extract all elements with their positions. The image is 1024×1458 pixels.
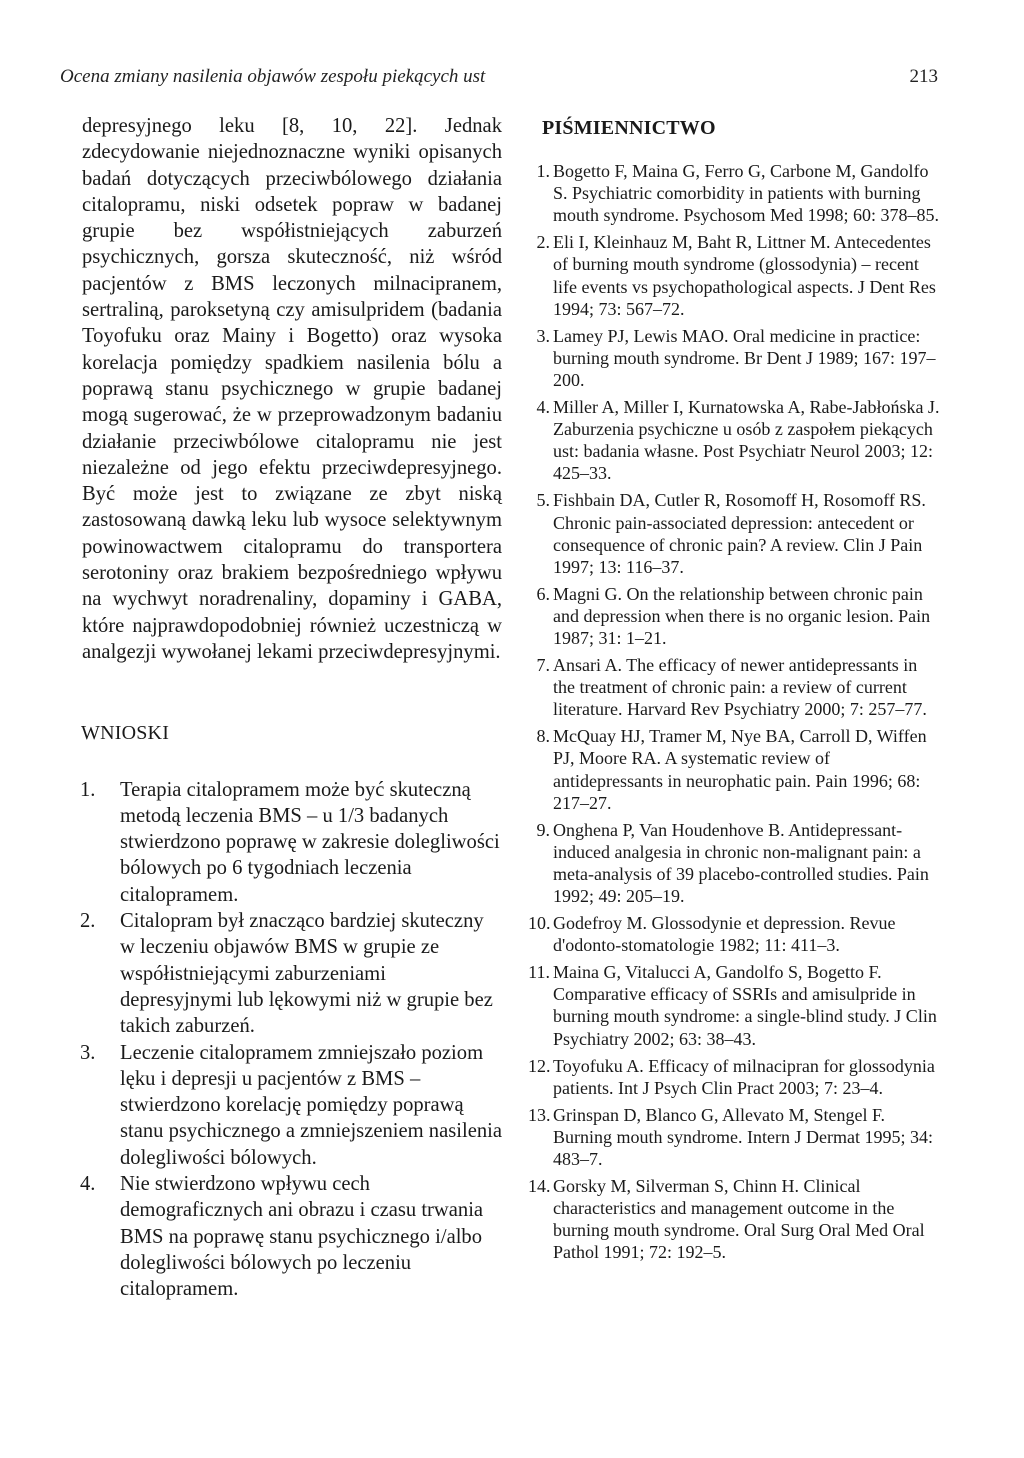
conclusion-number: 3. (80, 1041, 96, 1064)
body-paragraph: depresyjnego leku [8, 10, 22]. Jednak zdecydowanie niejednoznaczne wyniki opisanych badań dotyczących przeciwbólowego działania citalopramu, niski odsetek popraw w badanej grupie bez współistniejących zaburzeń psychicznych, gorsza skuteczność, niż wśród pacjentów z BMS leczonych milnacipranem, sertraliną, paroksetyną czy amisulpridem (badania Toyofuku oraz Mainy i Bogetto) oraz wysoka korelacja pomiędzy spadkiem nasilenia bólu a poprawą stanu psychicznego w grupie badanej mogą sugerować, że w przeprowadzonym badaniu działanie przeciwbólowe citalopramu nie jest niezależne od jego efektu przeciwdepresyjnego. Być może jest to związane ze zbyt niską zastosowaną dawką leku lub wysoce selektywnym powinowactwem citalopramu do transportera serotoniny oraz brakiem bezpośredniego wpływu na wychwyt noradrenaliny, dopaminy i GABA, które najprawdopodobniej również uczestniczą w analgezji wywołanej lekami przeciwdepresyjnymi. (82, 115, 502, 663)
right-column (522, 113, 942, 1269)
running-header-title: Ocena zmiany nasilenia objawów zespołu piekących ust (60, 66, 486, 87)
reference-item (522, 231, 942, 319)
reference-item (522, 1104, 942, 1170)
references-list (522, 160, 942, 1263)
conclusion-number: 2. (80, 910, 96, 933)
reference-text: Eli I, Kleinhauz M, Baht R, Littner M. Antecedentes of burning mouth syndrome (glossodynia) – recent life events vs psychopathological aspects. J Dent Res 1994; 73: 567–72. (553, 232, 936, 319)
reference-number: 13. (528, 1104, 551, 1125)
conclusions-list (82, 777, 502, 1303)
conclusion-item (82, 777, 502, 908)
reference-number: 3. (536, 325, 550, 346)
conclusion-text: Citalopram był znacząco bardziej skuteczny w leczeniu objawów BMS w grupie ze współistniejącymi zaburzeniami depresyjnymi lub lękowymi niż w grupie bez takich zaburzeń. (120, 910, 493, 1038)
reference-item (522, 912, 942, 956)
conclusion-item (82, 908, 502, 1039)
reference-text: Fishbain DA, Cutler R, Rosomoff H, Rosomoff RS. Chronic pain-associated depression: antecedent or consequence of chronic pain? A review. Clin J Pain 1997; 13: 116–37. (553, 490, 926, 577)
conclusion-text: Terapia citalopramem może być skuteczną metodą leczenia BMS – u 1/3 badanych stwierdzono poprawę w zakresie dolegliwości bólowych po 6 tygodniach leczenia citalopramem. (120, 778, 500, 906)
left-column (82, 113, 502, 1302)
conclusion-number: 1. (80, 778, 96, 801)
conclusion-text: Nie stwierdzono wpływu cech demograficznych ani obrazu i czasu trwania BMS na poprawę stanu psychicznego i/albo dolegliwości bólowych po leczeniu citalopramem. (120, 1172, 484, 1301)
reference-number: 6. (536, 583, 550, 604)
reference-number: 9. (536, 819, 550, 840)
reference-text: Godefroy M. Glossodynie et depression. Revue d'odonto-stomatologie 1982; 11: 411–3. (553, 913, 896, 956)
reference-text: Ansari A. The efficacy of newer antidepressants in the treatment of chronic pain: a review of current literature. Harvard Rev Psychiatry 2000; 7: 257–77. (553, 655, 927, 720)
reference-item (522, 160, 942, 226)
reference-number: 1. (536, 161, 550, 182)
conclusion-item (82, 1040, 502, 1171)
reference-item (522, 961, 942, 1049)
reference-number: 7. (536, 655, 550, 676)
reference-item (522, 654, 942, 720)
conclusion-number: 4. (80, 1172, 96, 1195)
conclusion-item (82, 1171, 502, 1302)
reference-number: 12. (528, 1055, 551, 1076)
conclusions-heading: WNIOSKI (81, 722, 170, 745)
reference-text: Grinspan D, Blanco G, Allevato M, Stengel F. Burning mouth syndrome. Intern J Dermat 1995; 34: 483–7. (553, 1104, 933, 1170)
reference-number: 8. (536, 726, 550, 747)
reference-item (522, 1055, 942, 1099)
reference-item (522, 489, 942, 577)
page-number: 213 (909, 66, 938, 87)
reference-number: 11. (528, 962, 550, 983)
reference-number: 4. (536, 397, 550, 418)
reference-text: Toyofuku A. Efficacy of milnacipran for glossodynia patients. Int J Psych Clin Pract 2003; 7: 23–4. (553, 1055, 935, 1098)
reference-text: Gorsky M, Silverman S, Chinn H. Clinical characteristics and management outcome in the burning mouth syndrome. Oral Surg Oral Med Oral Pathol 1991; 72: 192–5. (553, 1176, 925, 1263)
reference-item (522, 819, 942, 907)
reference-number: 14. (528, 1176, 551, 1197)
reference-item (522, 725, 942, 813)
conclusion-text: Leczenie citalopramem zmniejszało poziom lęku i depresji u pacjentów z BMS – stwierdzono korelację pomiędzy poprawą stanu psychicznego a zmniejszeniem nasilenia dolegliwości bólowych. (120, 1041, 502, 1169)
reference-text: Lamey PJ, Lewis MAO. Oral medicine in practice: burning mouth syndrome. Br Dent J 1989; 167: 197–200. (553, 325, 936, 390)
reference-item (522, 325, 942, 391)
reference-item (522, 396, 942, 484)
reference-text: Onghena P, Van Houdenhove B. Antidepressant-induced analgesia in chronic non-malignant pain: a meta-analysis of 39 placebo-controlled studies. Pain 1992; 49: 205–19. (553, 819, 929, 906)
reference-number: 5. (536, 490, 550, 511)
references-heading: PIŚMIENNICTWO (542, 117, 716, 139)
reference-text: Maina G, Vitalucci A, Gandolfo S, Bogetto F. Comparative efficacy of SSRIs and amisulpride in burning mouth syndrome: a single-blind study. J Clin Psychiatry 2002; 63: 38–43. (553, 962, 937, 1049)
reference-text: Magni G. On the relationship between chronic pain and depression when there is no organic lesion. Pain 1987; 31: 1–21. (553, 583, 931, 648)
reference-text: Bogetto F, Maina G, Ferro G, Carbone M, Gandolfo S. Psychiatric comorbidity in patients with burning mouth syndrome. Psychosom Med 1998; 60: 378–85. (553, 161, 939, 226)
reference-item (522, 1175, 942, 1263)
reference-number: 10. (528, 913, 551, 934)
reference-text: McQuay HJ, Tramer M, Nye BA, Carroll D, Wiffen PJ, Moore RA. A systematic review of antidepressants in neurophatic pain. Pain 1996; 68: 217–27. (553, 726, 927, 813)
reference-item (522, 583, 942, 649)
reference-text: Miller A, Miller I, Kurnatowska A, Rabe-Jabłońska J. Zaburzenia psychiczne u osób z zaspołem piekących ust: badania własne. Post Psychiatr Neurol 2003; 12: 425–33. (553, 397, 940, 484)
reference-number: 2. (536, 232, 550, 253)
